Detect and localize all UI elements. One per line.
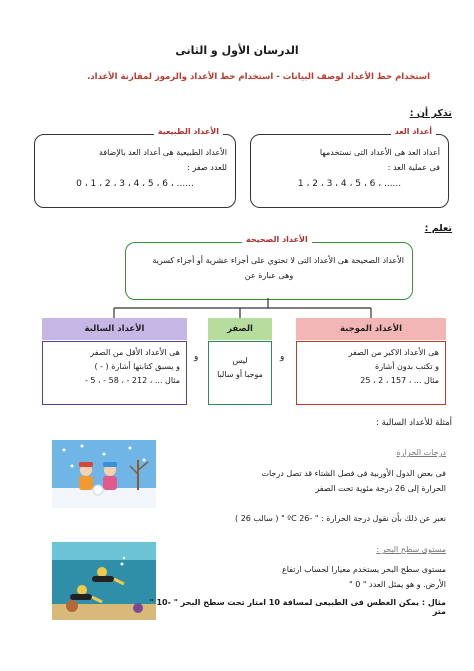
sea-text-2: الأرض. و هو يمثل العدد " 0 " bbox=[349, 580, 446, 589]
counting-text-2: فى عملية العد : bbox=[387, 163, 440, 172]
zero-text-2: موجبا أو سالبا bbox=[217, 370, 263, 379]
natural-text-1: الأعداد الطبيعية هى أعداد العد بالإضافة bbox=[98, 148, 227, 157]
negative-text-1: هى الأعداد الأقل من الصفر bbox=[90, 348, 180, 357]
positive-numbers-heading: الأعداد الموجبة bbox=[296, 318, 446, 340]
sea-level-text bbox=[176, 562, 446, 592]
temperature-text-1: فى بعض الدول الأوربية فى فصل الشتاء قد تصل درجات bbox=[261, 469, 446, 478]
kids-in-snow-image bbox=[52, 440, 156, 508]
divers-image bbox=[52, 542, 156, 620]
temperature-text-2: الحرارة إلى 26 درجة مئوية تحت الصفر bbox=[315, 484, 446, 493]
subtitle: استخدام خط الأعداد لوصف البيانات - استخدام خط الأعداد والرموز لمقارنة الأعداد. bbox=[87, 72, 430, 82]
sea-level-example: مثال : يمكن الغطس فى الطبيعى لمسافة 10 امتار تحت سطح البحر " -10 " متر bbox=[149, 598, 446, 616]
positive-text-3: مثال ... ، 157 ، 2 ، 25 bbox=[360, 376, 439, 385]
temperature-heading: درجات الحرارة bbox=[396, 448, 446, 457]
counting-sequence: 1 ، 2 ، 3 ، 4 ، 5 ، 6 ، ...... bbox=[297, 179, 402, 189]
learn-label: تعلم : bbox=[424, 223, 452, 234]
sea-text-1: مستوى سطح البحر يستخدم معيارا لحساب ارتفاع bbox=[281, 565, 446, 574]
zero-text-1: ليس bbox=[232, 356, 248, 365]
temperature-example: نعبر عن ذلك بأن نقول درجة الحرارة : " -26 ºC " ( سالب 26 ) bbox=[235, 514, 446, 523]
negative-text-2: و يسبق كتابتها أشارة ( - ) bbox=[94, 362, 180, 371]
positive-numbers-box bbox=[296, 341, 446, 405]
counting-numbers-heading: أعداد العد bbox=[391, 127, 436, 136]
negative-numbers-heading: الأعداد السالبة bbox=[42, 318, 187, 340]
integers-text-1: الأعداد الصحيحة هى الأعداد التى لا تحتوي على أجزاء عشرية أو أجزاء كسرية bbox=[152, 256, 404, 265]
zero-box bbox=[208, 341, 272, 405]
natural-numbers-heading: الأعداد الطبيعية bbox=[154, 127, 223, 136]
integers-heading: الأعداد الصحيحة bbox=[242, 235, 312, 244]
negative-numbers-box bbox=[42, 341, 187, 405]
page-title: الدرسان الأول و الثانى bbox=[175, 44, 299, 57]
remember-label: تذكر أن : bbox=[409, 108, 452, 119]
and-connector: و bbox=[194, 352, 199, 362]
positive-text-2: و تكتب بدون أشارة bbox=[375, 362, 439, 371]
negative-examples-label: أمثلة للأعداد السالبة : bbox=[376, 418, 452, 428]
temperature-text bbox=[200, 466, 446, 496]
sea-level-heading: مستوى سطح البحر : bbox=[376, 545, 446, 554]
natural-sequence: 0 ، 1 ، 2 ، 3 ، 4 ، 5 ، 6 ، ...... bbox=[76, 179, 194, 189]
and-connector: و bbox=[280, 352, 285, 362]
zero-heading: الصفر bbox=[208, 318, 272, 340]
positive-text-1: هى الأعداد الاكبر من الصفر bbox=[348, 348, 439, 357]
natural-text-2: للعدد صفر : bbox=[187, 163, 227, 172]
negative-text-3: مثال ... ، 212 - ، 58 - ، 5 - bbox=[84, 376, 180, 385]
counting-text-1: أعداد العد هى الأعداد التى نستخدمها bbox=[319, 148, 440, 157]
integers-text-2: وهى عبارة عن bbox=[244, 271, 294, 280]
